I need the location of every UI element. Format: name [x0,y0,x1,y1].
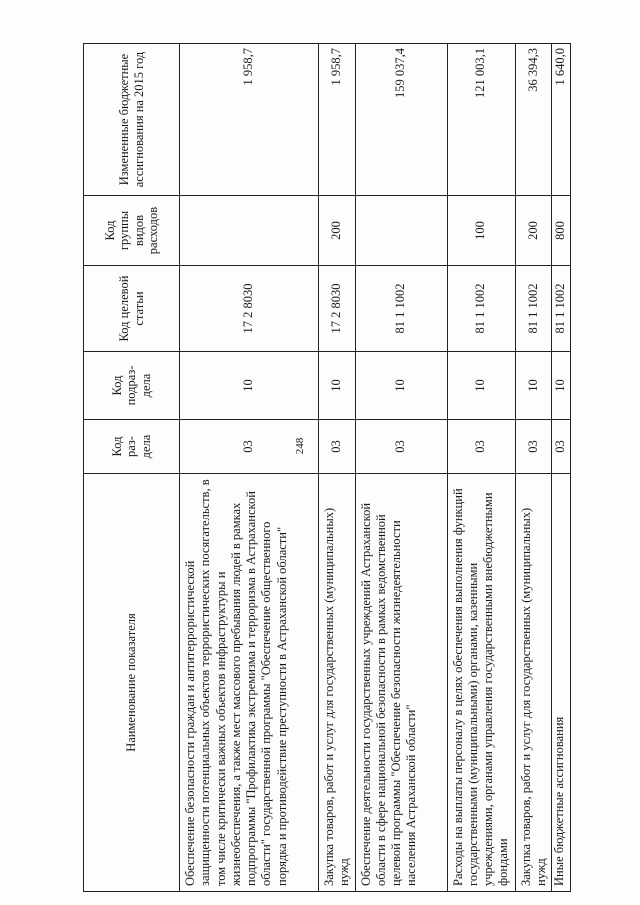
row-target-code: 81 1 1002 [552,266,571,352]
table-row [447,44,515,892]
header-name: Наименование показателя [84,474,180,892]
row-amount: 159 037,4 [355,44,447,196]
row-section-code: 03 [355,420,447,474]
budget-allocation-table [83,43,571,892]
row-name: Иные бюджетные ассигнования [552,474,571,892]
row-group-code [180,196,319,266]
row-amount: 1 640,0 [552,44,571,196]
row-amount: 1 958,7 [319,44,356,196]
table-row [552,44,571,892]
row-group-code: 100 [447,196,515,266]
row-section-code: 03 [180,420,319,474]
row-target-code: 81 1 1002 [515,266,552,352]
row-name: Обеспечение безопасности граждан и антитеррористической защищенности потенциальных объектов террористических посягательств, в том числе критически важных объектов инфраструктуры и жизнеобеспечения, а также мест массового пребывания людей в рамках подпрограммы "Профилактика экстремизма и терроризма в Астраханской области" государственной программы "Обеспечение общественного порядка и противодействие преступности в Астраханской области" [180,474,319,892]
row-amount: 121 003,1 [447,44,515,196]
table-row [355,44,447,892]
table-row [319,44,356,892]
row-group-code [355,196,447,266]
row-section-code: 03 [515,420,552,474]
row-name: Обеспечение деятельности государственных учреждений Астраханской области в сфере национальной безопасности в рамках ведомственной целевой программы "Обеспечение безопасности жизнедеятельности населения Астраханской области" [355,474,447,892]
row-subsection-code: 10 [319,352,356,420]
header-target-article-code: Код целевой статьи [84,266,180,352]
row-subsection-code: 10 [515,352,552,420]
row-target-code: 81 1 1002 [447,266,515,352]
row-section-code: 03 [319,420,356,474]
row-subsection-code: 10 [552,352,571,420]
page-number: 248 [294,437,306,455]
row-group-code: 800 [552,196,571,266]
header-section-code: Код раз-дела [84,420,180,474]
header-expense-group-code: Код группы видов расходов [84,196,180,266]
table-row [180,44,319,892]
header-subsection-code: Код подраз-дела [84,352,180,420]
row-subsection-code: 10 [355,352,447,420]
budget-table-container [83,44,568,892]
row-subsection-code: 10 [447,352,515,420]
header-amount: Измененные бюджетные ассигнования на 2015 год [84,44,180,196]
row-name: Закупка товаров, работ и услуг для государственных (муниципальных) нужд [515,474,552,892]
table-row [515,44,552,892]
row-amount: 1 958,7 [180,44,319,196]
row-section-code: 03 [552,420,571,474]
row-subsection-code: 10 [180,352,319,420]
row-target-code: 81 1 1002 [355,266,447,352]
row-name: Закупка товаров, работ и услуг для государственных (муниципальных) нужд [319,474,356,892]
table-header-row [84,44,180,892]
row-group-code: 200 [319,196,356,266]
row-section-code: 03 [447,420,515,474]
row-group-code: 200 [515,196,552,266]
row-target-code: 17 2 8030 [319,266,356,352]
row-target-code: 17 2 8030 [180,266,319,352]
row-amount: 36 394,3 [515,44,552,196]
row-name: Расходы на выплаты персоналу в целях обеспечения выполнения функций государственными (муниципальными) органами, казенными учреждениями, органами управления государственными внебюджетными фондами [447,474,515,892]
